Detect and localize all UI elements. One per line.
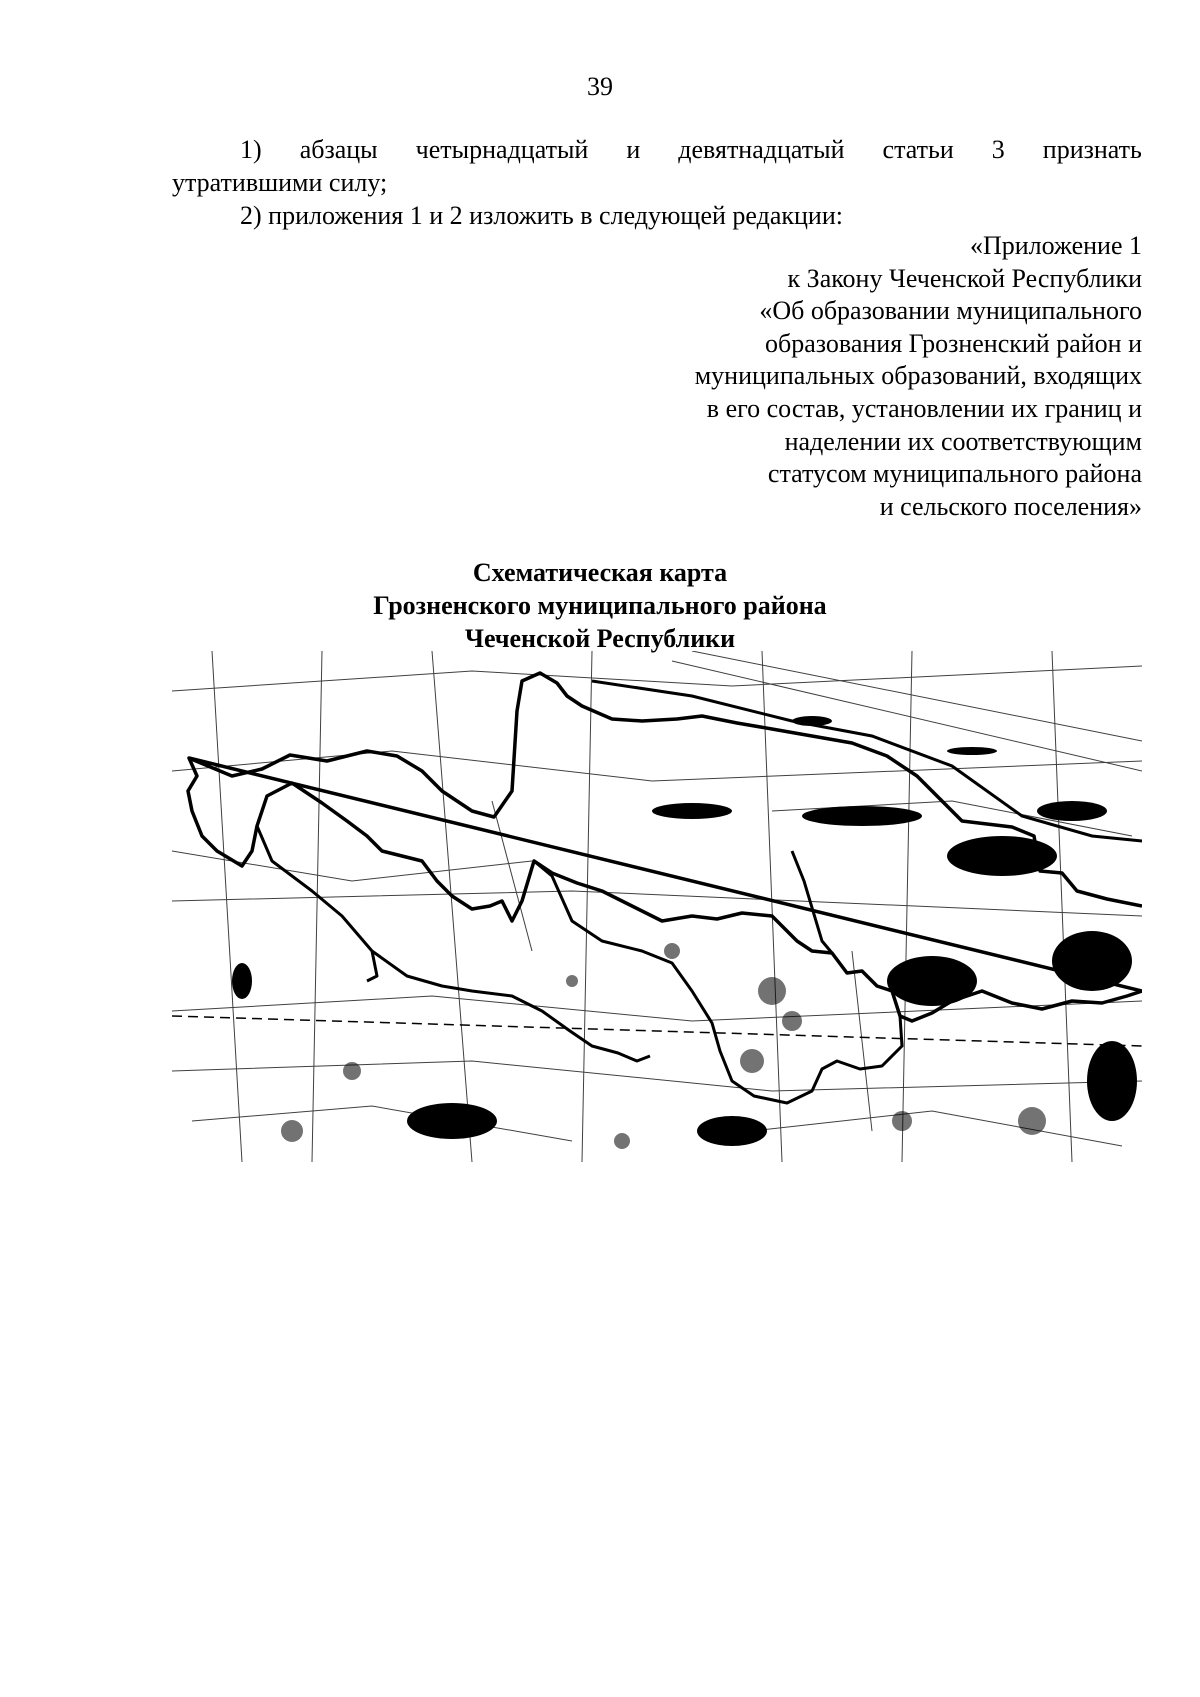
appendix-line: образования Грозненский район и xyxy=(765,328,1142,358)
page-number: 39 xyxy=(587,72,613,101)
appendix-header xyxy=(582,230,1142,523)
item-1-word: четырнадцатый xyxy=(415,135,589,164)
map-background-lines xyxy=(172,651,1142,1162)
map-title-line: Схематическая карта xyxy=(472,558,728,587)
item-1-first-line xyxy=(240,133,1142,166)
map-title xyxy=(0,556,1200,655)
appendix-line: «Приложение 1 xyxy=(969,231,1142,260)
map-dark-areas xyxy=(232,716,1137,1146)
item-1-word: признать xyxy=(1042,135,1142,164)
settlement-boundary xyxy=(372,951,650,1061)
schematic-map xyxy=(172,651,1142,1162)
item-1-word: статьи xyxy=(882,135,954,164)
item-1-continuation: утратившими силу; xyxy=(172,168,388,197)
item-1-word: абзацы xyxy=(299,135,378,164)
item-1-marker: 1) xyxy=(240,135,262,164)
appendix-line: к Закону Чеченской Республики xyxy=(787,263,1142,293)
map-figure xyxy=(172,651,1142,1162)
item-1-word: и xyxy=(626,135,641,164)
appendix-line: муниципальных образований, входящих xyxy=(694,361,1142,391)
item-1-word: 3 xyxy=(991,135,1005,164)
appendix-line: в его состав, установлении их границ и xyxy=(706,393,1142,423)
appendix-line: статусом муниципального района xyxy=(767,459,1142,489)
appendix-line: и сельского поселения» xyxy=(879,491,1142,521)
map-title-line: Грозненского муниципального района xyxy=(373,591,827,620)
appendix-line: наделении их соответствующим xyxy=(784,426,1142,456)
item-1-word: девятнадцатый xyxy=(678,135,845,164)
appendix-line: «Об образовании муниципального xyxy=(759,296,1142,326)
item-2: 2) приложения 1 и 2 изложить в следующей редакции: xyxy=(240,201,843,230)
map-title-line: Чеченской Республики xyxy=(464,624,736,653)
map-railway xyxy=(172,1016,1142,1046)
